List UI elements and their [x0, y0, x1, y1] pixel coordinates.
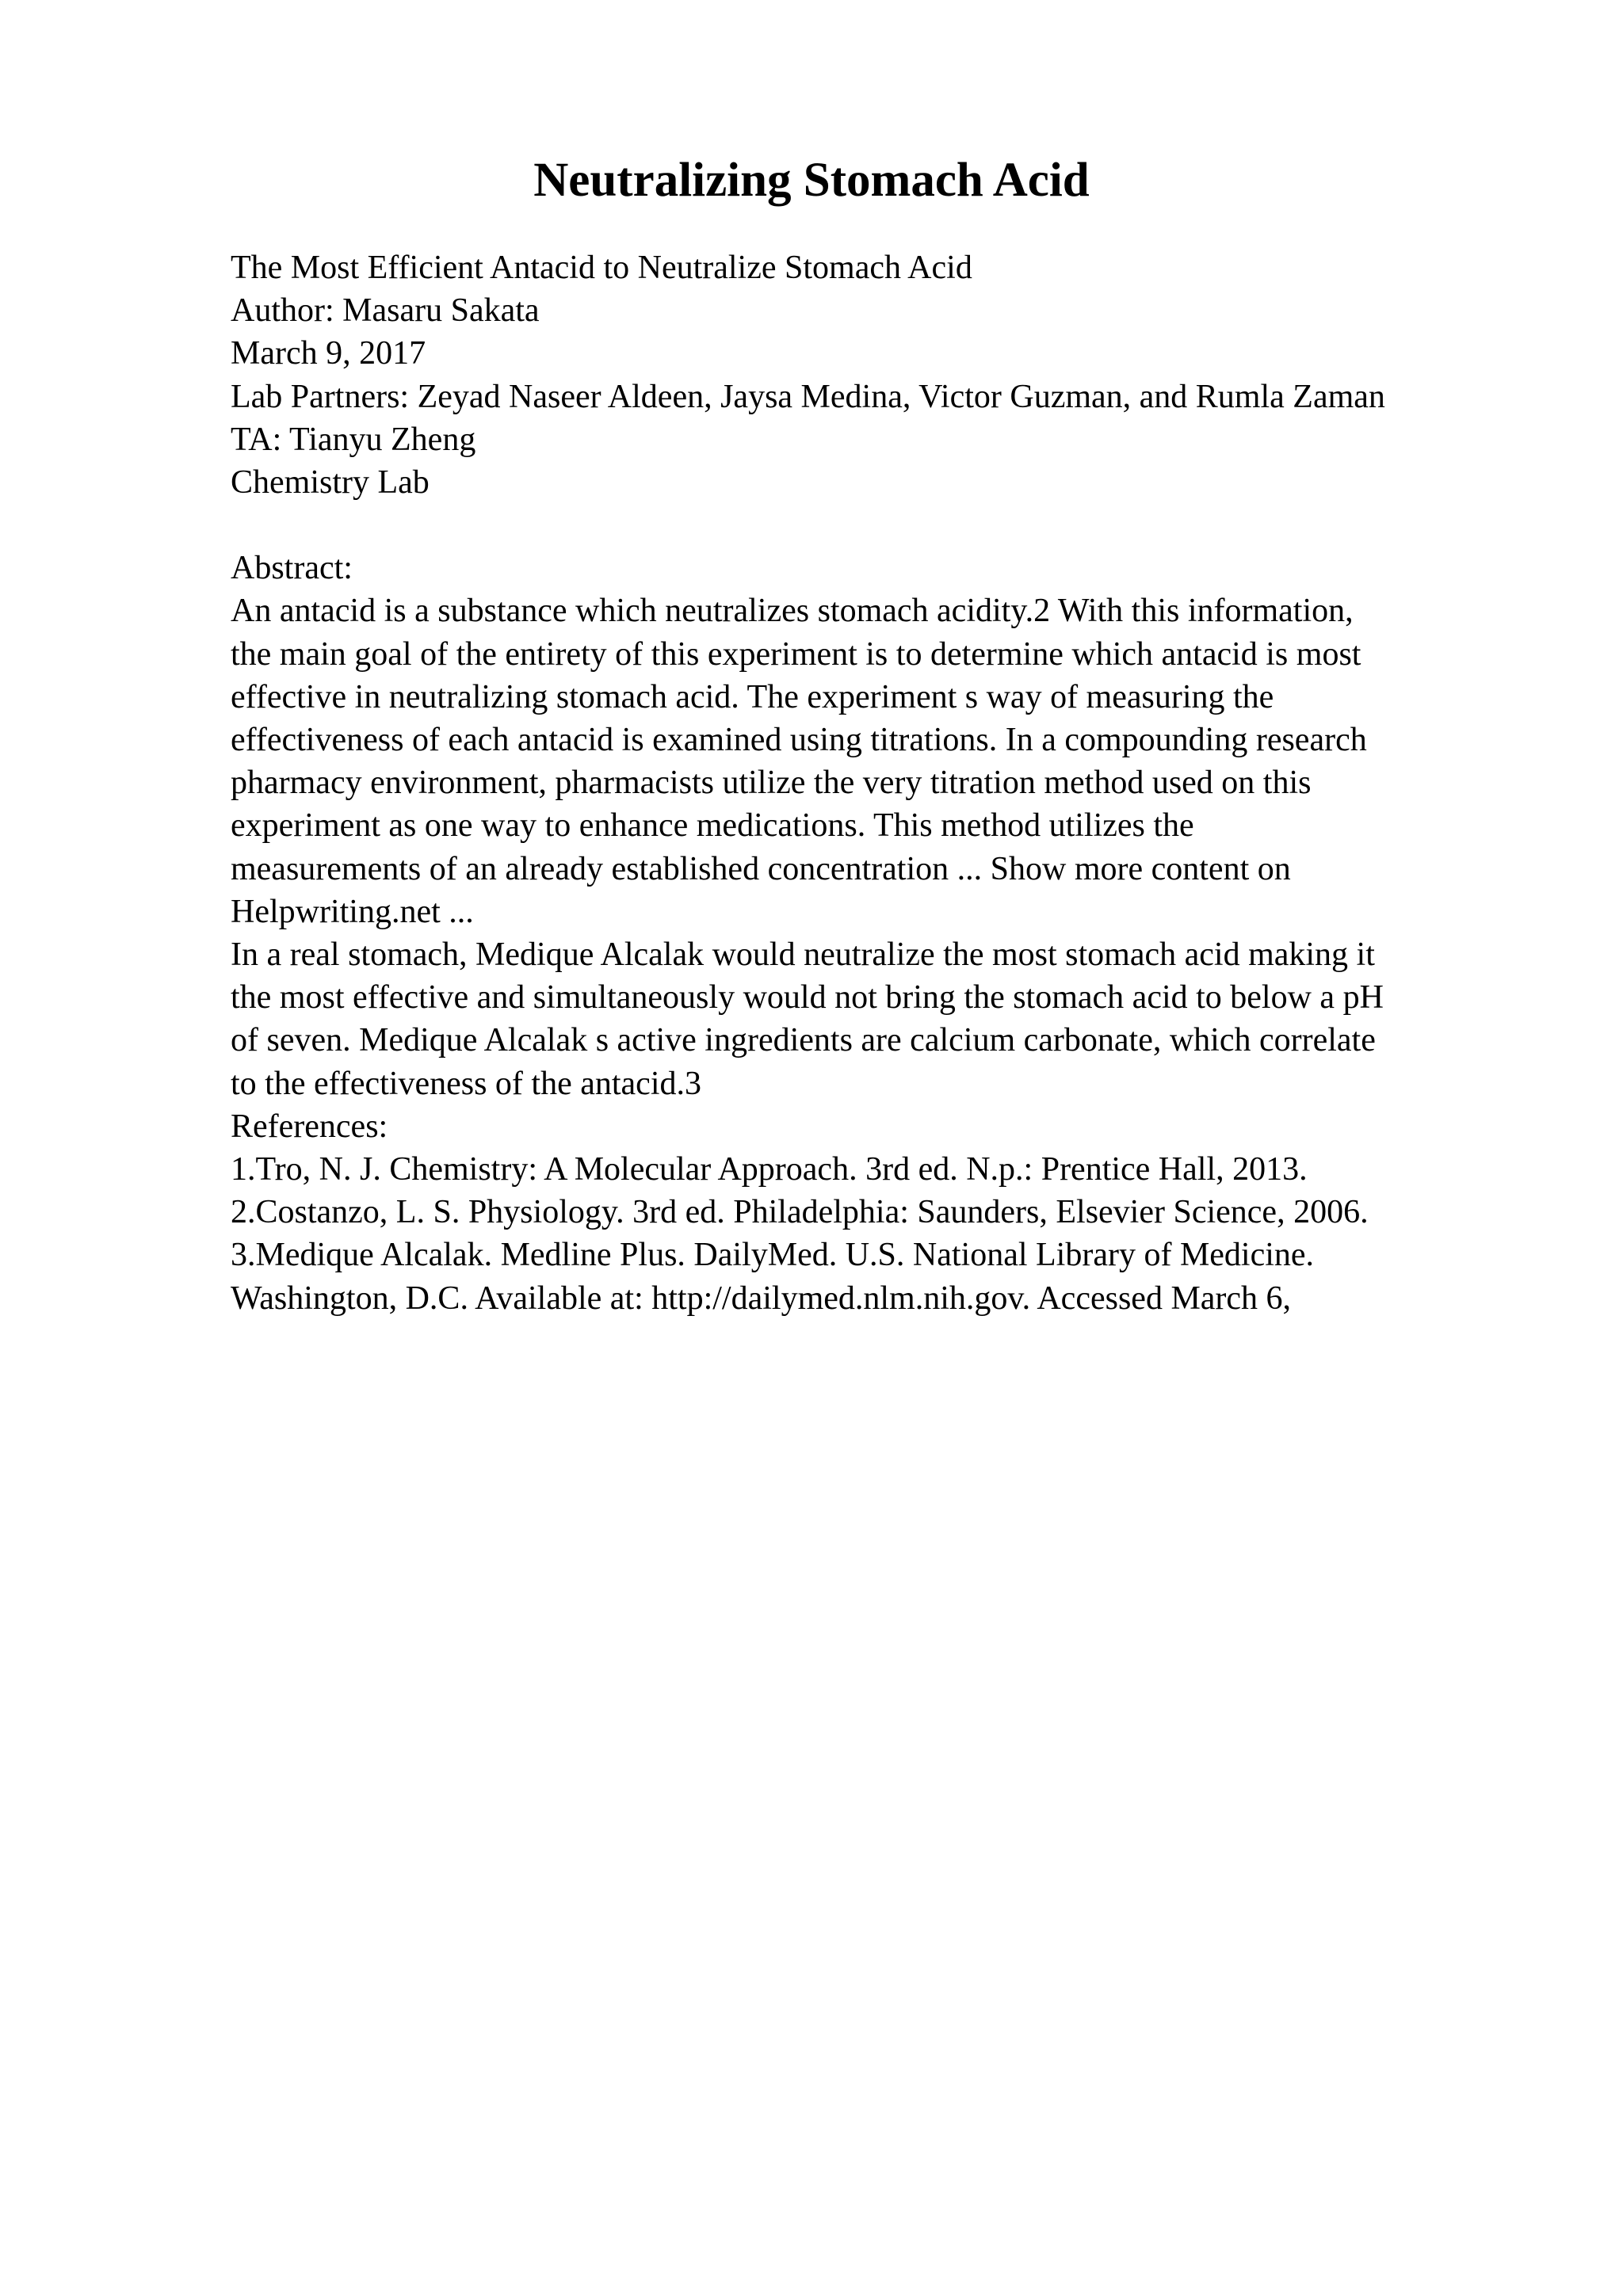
ta-line: TA: Tianyu Zheng — [231, 421, 476, 458]
abstract-heading: Abstract: — [231, 550, 353, 587]
reference-item: 1.Tro, N. J. Chemistry: A Molecular Approach. 3rd ed. N.p.: Prentice Hall, 2013. — [231, 1151, 1308, 1188]
abstract-section — [231, 547, 1594, 933]
conclusion-line: In a real stomach, Medique Alcalak would neutralize the most stomach acid making it — [231, 936, 1375, 974]
author-line: Author: Masaru Sakata — [231, 292, 540, 330]
abstract-line: effectiveness of each antacid is examined using titrations. In a compounding research — [231, 722, 1367, 759]
references-section — [231, 1105, 1594, 1320]
course-line: Chemistry Lab — [231, 464, 430, 502]
abstract-line: effective in neutralizing stomach acid. The experiment s way of measuring the — [231, 678, 1274, 715]
document-header-block — [231, 246, 1594, 504]
document-title: Neutralizing Stomach Acid — [533, 154, 1090, 207]
references-heading: References: — [231, 1108, 388, 1145]
conclusion-line: of seven. Medique Alcalak s active ingredients are calcium carbonate, which correlate — [231, 1022, 1376, 1059]
document-body — [231, 246, 1594, 1320]
abstract-line: An antacid is a substance which neutralizes stomach acidity.2 With this information, — [231, 593, 1354, 630]
abstract-line: pharmacy environment, pharmacists utilize the very titration method used on this — [231, 765, 1312, 802]
section-spacer — [231, 504, 1594, 547]
abstract-line: Helpwriting.net ... — [231, 893, 474, 930]
subtitle-line: The Most Efficient Antacid to Neutralize Stomach Acid — [231, 250, 972, 286]
reference-item: 3.Medique Alcalak. Medline Plus. DailyMed. U.S. National Library of Medicine. — [231, 1237, 1315, 1274]
date-line: March 9, 2017 — [231, 335, 426, 372]
reference-item: 2.Costanzo, L. S. Physiology. 3rd ed. Philadelphia: Saunders, Elsevier Science, 2006. — [231, 1194, 1369, 1231]
conclusion-paragraph — [231, 933, 1594, 1105]
conclusion-line: to the effectiveness of the antacid.3 — [231, 1065, 701, 1102]
abstract-line: the main goal of the entirety of this experiment is to determine which antacid is most — [231, 635, 1361, 673]
reference-item: Washington, D.C. Available at: http://dailymed.nlm.nih.gov. Accessed March 6, — [231, 1280, 1292, 1317]
conclusion-line: the most effective and simultaneously would not bring the stomach acid to below a pH — [231, 979, 1384, 1016]
abstract-line: measurements of an already established concentration ... Show more content on — [231, 850, 1291, 887]
abstract-line: experiment as one way to enhance medications. This method utilizes the — [231, 807, 1194, 845]
lab-partners-line: Lab Partners: Zeyad Naseer Aldeen, Jaysa Medina, Victor Guzman, and Rumla Zaman — [231, 378, 1385, 415]
